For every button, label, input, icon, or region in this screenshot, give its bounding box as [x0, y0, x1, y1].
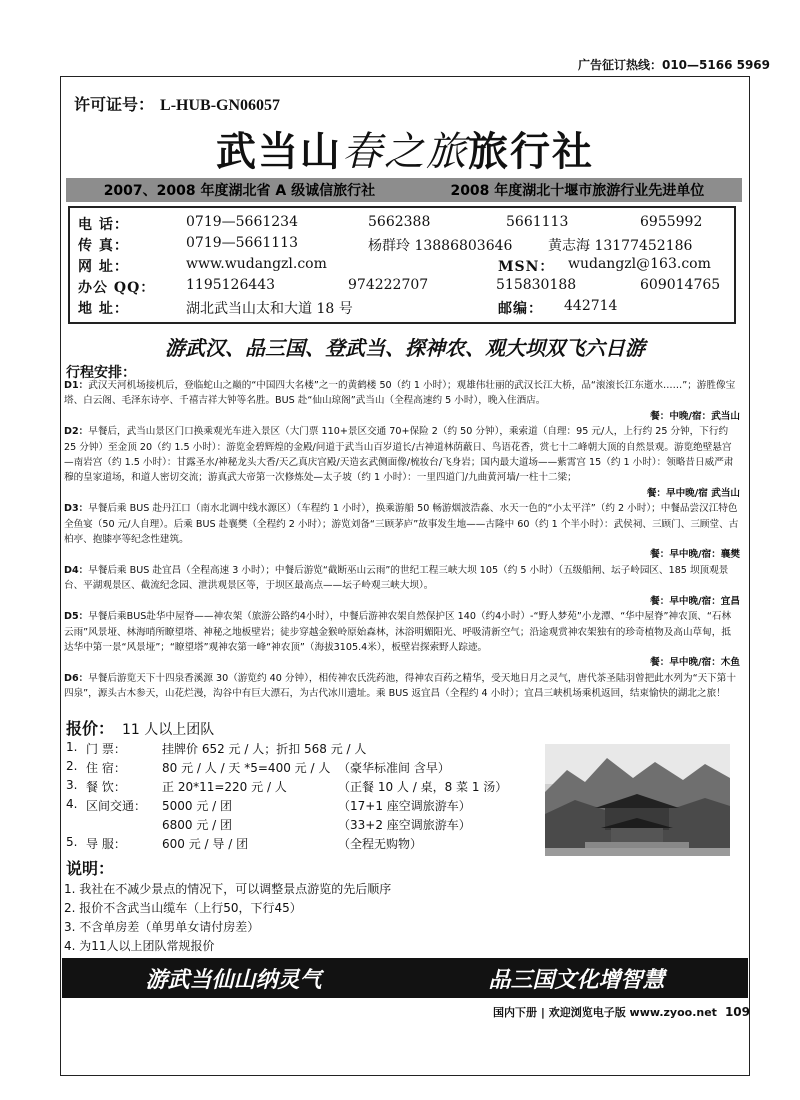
- honor-item: 2007、2008 年度湖北省 A 级诚信旅行社: [103, 183, 376, 199]
- msn-label: MSN：: [498, 259, 555, 275]
- page-footer: [60, 1004, 750, 1020]
- price-note: （正餐 10 人 / 桌，8 菜 1 汤）: [338, 780, 508, 794]
- ad-hotline: 广告征订热线：010—5166 5969: [577, 58, 770, 72]
- itinerary-day: [64, 609, 740, 671]
- slogan-banner: [62, 958, 748, 998]
- price-label: 住 宿：: [86, 761, 126, 775]
- slogan: 品三国文化增智慧: [488, 966, 665, 993]
- fax-number: 0719—5661113: [186, 235, 298, 251]
- price-no: 3.: [66, 778, 78, 792]
- price-value: 正 20*11=220 元 / 人: [162, 780, 287, 794]
- address-label: 地 址：: [78, 301, 129, 317]
- itinerary-title: 行程安排：: [66, 365, 136, 381]
- price-row: [66, 797, 536, 816]
- day-meal: 餐：早中晚/宿 武当山: [646, 487, 740, 499]
- qq-number: 1195126443: [186, 277, 276, 293]
- phone-number: 6955992: [640, 214, 703, 230]
- qq-row: [78, 277, 726, 298]
- contact-box: [68, 206, 736, 324]
- web-label: 网 址：: [78, 259, 129, 275]
- itinerary-day: [64, 671, 740, 702]
- msn-address: wudangzl@163.com: [568, 256, 711, 272]
- qq-number: 515830188: [496, 277, 577, 293]
- license-line: [74, 92, 280, 115]
- price-heading: 报价：: [66, 719, 115, 738]
- price-note: 11 人以上团队: [122, 722, 215, 738]
- day-label: D1：: [64, 380, 89, 391]
- license-label: 许可证号：: [74, 95, 155, 114]
- price-value: 5000 元 / 团: [162, 799, 233, 813]
- brand-part-1: 武当山: [216, 128, 342, 175]
- fax-label: 传 真：: [78, 238, 129, 254]
- day-label: D5：: [64, 611, 89, 623]
- address: 湖北武当山太和大道 18 号: [186, 301, 353, 317]
- website: www.wudangzl.com: [186, 256, 327, 272]
- phone-number: 5661113: [506, 214, 569, 230]
- price-label: 门 票：: [86, 742, 126, 756]
- price-note: （33+2 座空调旅游车）: [338, 818, 471, 832]
- price-note: （豪华标准间 含早）: [338, 761, 450, 775]
- contact-person: 黄志海 13177452186: [548, 238, 693, 254]
- day-text: 早餐后，武当山景区门口换乘观光车进入景区（大门票 110+景区交通 70+保险 2（约 50 分钟），乘索道（自理：95 元/人，上行约 25 分钟，下行约 25 分钟）至金顶 20（约 1.5 小时）：游览金碧辉煌的金殿/问道于武当山百岁道长/古神道林荫蔽日、鸟语花香，赏七十二峰朝大顶的自然景观。游览绝壁悬宫—南岩宫（约 1.5 小时）：甘露圣水/神秘龙头大香/天乙真庆宫殿/天造玄武侧面像/梳妆台/飞身岩；国内最大道场——紫霄宫 15（约 1 小时）：领略昔日威严肃穆的皇家道场，和道人密切交流；游真武大帝第一次修炼处—太子坡（约 1 小时）：一里四道门/九曲黄河墙/一柱十二梁；: [64, 426, 734, 484]
- price-row: [66, 778, 536, 797]
- note-item: 2. 报价不含武当山缆车（上行50，下行45）: [64, 901, 302, 915]
- day-text: 武汉天河机场接机后，登临蛇山之巅的“中国四大名楼”之一的黄鹤楼 50（约 1 小时）；观雄伟壮丽的武汉长江大桥，品“滚滚长江东逝水……”；游胜像宝塔、白云阁、毛泽东诗亭、千禧吉祥大钟等名胜。BUS 赴“仙山琼阁”武当山（全程高速约 5 小时），晚入住酒店。: [64, 380, 736, 407]
- itinerary-day: [64, 424, 740, 501]
- price-note: （全程无购物）: [338, 837, 423, 851]
- price-label: 区间交通：: [86, 799, 147, 813]
- phone-row: [78, 214, 726, 235]
- day-text: 早餐后乘 BUS 赴宜昌（全程高速 3 小时）；中餐后游览“截断巫山云雨”的世纪工程三峡大坝 105（约 5 小时）（五级船闸、坛子岭园区、185 坝顶观景台、平湖观景区、截流纪念园、泄洪观景区等，于坝区最高点——坛子岭观三峡大坝）。: [64, 564, 729, 592]
- price-no: 5.: [66, 835, 78, 849]
- temple-photo: [545, 744, 730, 856]
- price-label: 导 服：: [86, 837, 126, 851]
- notes-list: [64, 880, 391, 956]
- day-label: D3：: [64, 503, 89, 515]
- price-title: [66, 716, 214, 739]
- day-label: D4：: [64, 564, 89, 576]
- day-meal: 餐：早中晚/宿：木鱼: [650, 657, 740, 669]
- price-no: 4.: [66, 797, 78, 811]
- notes-title: 说明：: [66, 859, 115, 878]
- phone-label: 电 话：: [78, 217, 129, 233]
- price-no: 1.: [66, 740, 78, 754]
- day-meal: 餐：早中晚/宿：宜昌: [650, 595, 740, 607]
- itinerary-day: [64, 501, 740, 563]
- phone-number: 5662388: [368, 214, 431, 230]
- zip-label: 邮编：: [498, 301, 543, 317]
- day-label: D2：: [64, 426, 89, 438]
- qq-number: 974222707: [348, 277, 429, 293]
- address-row: [78, 298, 726, 319]
- qq-number: 609014765: [640, 277, 721, 293]
- price-row: [66, 740, 536, 759]
- price-row: [66, 759, 536, 778]
- note-item: 1. 我社在不减少景点的情况下，可以调整景点游览的先后顺序: [64, 882, 392, 896]
- price-list: [66, 740, 536, 854]
- slogan: 游武当仙山纳灵气: [145, 966, 322, 993]
- note-item: 4. 为11人以上团队常规报价: [64, 939, 215, 953]
- day-text: 早餐后乘BUS赴华中屋脊——神农架（旅游公路约4小时），中餐后游神农架自然保护区 140（约4小时）-“野人梦苑”小龙潭、“华中屋脊”神农顶、“石林云雨”风景垭、林海哨所瞭望塔、神秘之地板壁岩；徒步穿越金猴岭原始森林，沐浴明媚阳光、呼吸清新空气；沿途观赏神农架独有的珍奇植物及高山草甸，抵达华中第一景“风景垭”；“瞭望塔”观神农第一峰“神农顶”（海拔3105.4米），板壁岩探索野人踪迹。: [64, 611, 732, 653]
- itinerary: [64, 378, 740, 702]
- honor-item: 2008 年度湖北十堰市旅游行业先进单位: [450, 183, 705, 199]
- price-row: [66, 835, 536, 854]
- zip-code: 442714: [564, 298, 618, 314]
- price-row: [66, 816, 536, 835]
- price-value: 6800 元 / 团: [162, 818, 233, 832]
- brand-part-2: 春之旅: [342, 129, 468, 175]
- contact-person: 杨群玲 13886803646: [368, 238, 513, 254]
- price-no: 2.: [66, 759, 78, 773]
- day-meal: 餐：中晚/宿：武当山: [650, 410, 740, 422]
- price-label: 餐 饮：: [86, 780, 126, 794]
- price-value: 80 元 / 人 / 天 *5=400 元 / 人: [162, 761, 331, 775]
- honors-bar: [66, 178, 742, 202]
- tour-banner: 游武汉、品三国、登武当、探神农、观大坝双飞六日游: [165, 336, 645, 360]
- temple-photo-illustration: [545, 744, 730, 856]
- footer-text: 国内下册 | 欢迎浏览电子版 www.zyoo.net: [493, 1006, 717, 1019]
- qq-label: 办公 QQ：: [78, 280, 156, 296]
- itinerary-day: [64, 563, 740, 609]
- web-row: [78, 256, 726, 277]
- day-label: D6：: [64, 672, 89, 684]
- day-text: 早餐后乘 BUS 赴丹江口（南水北调中线水源区）（车程约 1 小时），换乘游船 50 畅游烟波浩淼、水天一色的“小太平洋”（约 2 小时）；中餐品尝汉江特色全鱼宴（50 元/人自理）。后乘 BUS 赴襄樊（全程约 2 小时）；游览刘备“三顾茅庐”故事发生地——古隆中 60（约 1 个半小时）：武侯祠、三顾门、三顾堂、古柏亭、抱膝亭等纪念性建筑。: [64, 503, 739, 546]
- itinerary-day: [64, 378, 740, 424]
- price-value: 挂牌价 652 元 / 人；折扣 568 元 / 人: [162, 742, 367, 756]
- price-value: 600 元 / 导 / 团: [162, 837, 249, 851]
- day-meal: 餐：早中晚/宿：襄樊: [650, 549, 740, 561]
- day-text: 早餐后游览天下十四泉香溪源 30（游览约 40 分钟），相传神农氏洗药池，得神农百药之精华，受天地日月之灵气，唐代茶圣陆羽曾把此水列为“天下第十四泉”，源头古木参天，山花烂漫，沟谷中有巨大漂石，为古代冰川遗址。乘 BUS 返宜昌（全程约 4 小时）；宜昌三峡机场乘机返回，结束愉快的湖北之旅！: [64, 672, 736, 700]
- agency-name: [60, 120, 750, 177]
- fax-row: [78, 235, 726, 256]
- license-number: L-HUB-GN06057: [160, 97, 281, 114]
- page-number: 109: [724, 1005, 750, 1019]
- brand-part-3: 旅行社: [468, 128, 594, 175]
- note-item: 3. 不含单房差（单男单女请付房差）: [64, 920, 260, 934]
- price-note: （17+1 座空调旅游车）: [338, 799, 471, 813]
- phone-number: 0719—5661234: [186, 214, 298, 230]
